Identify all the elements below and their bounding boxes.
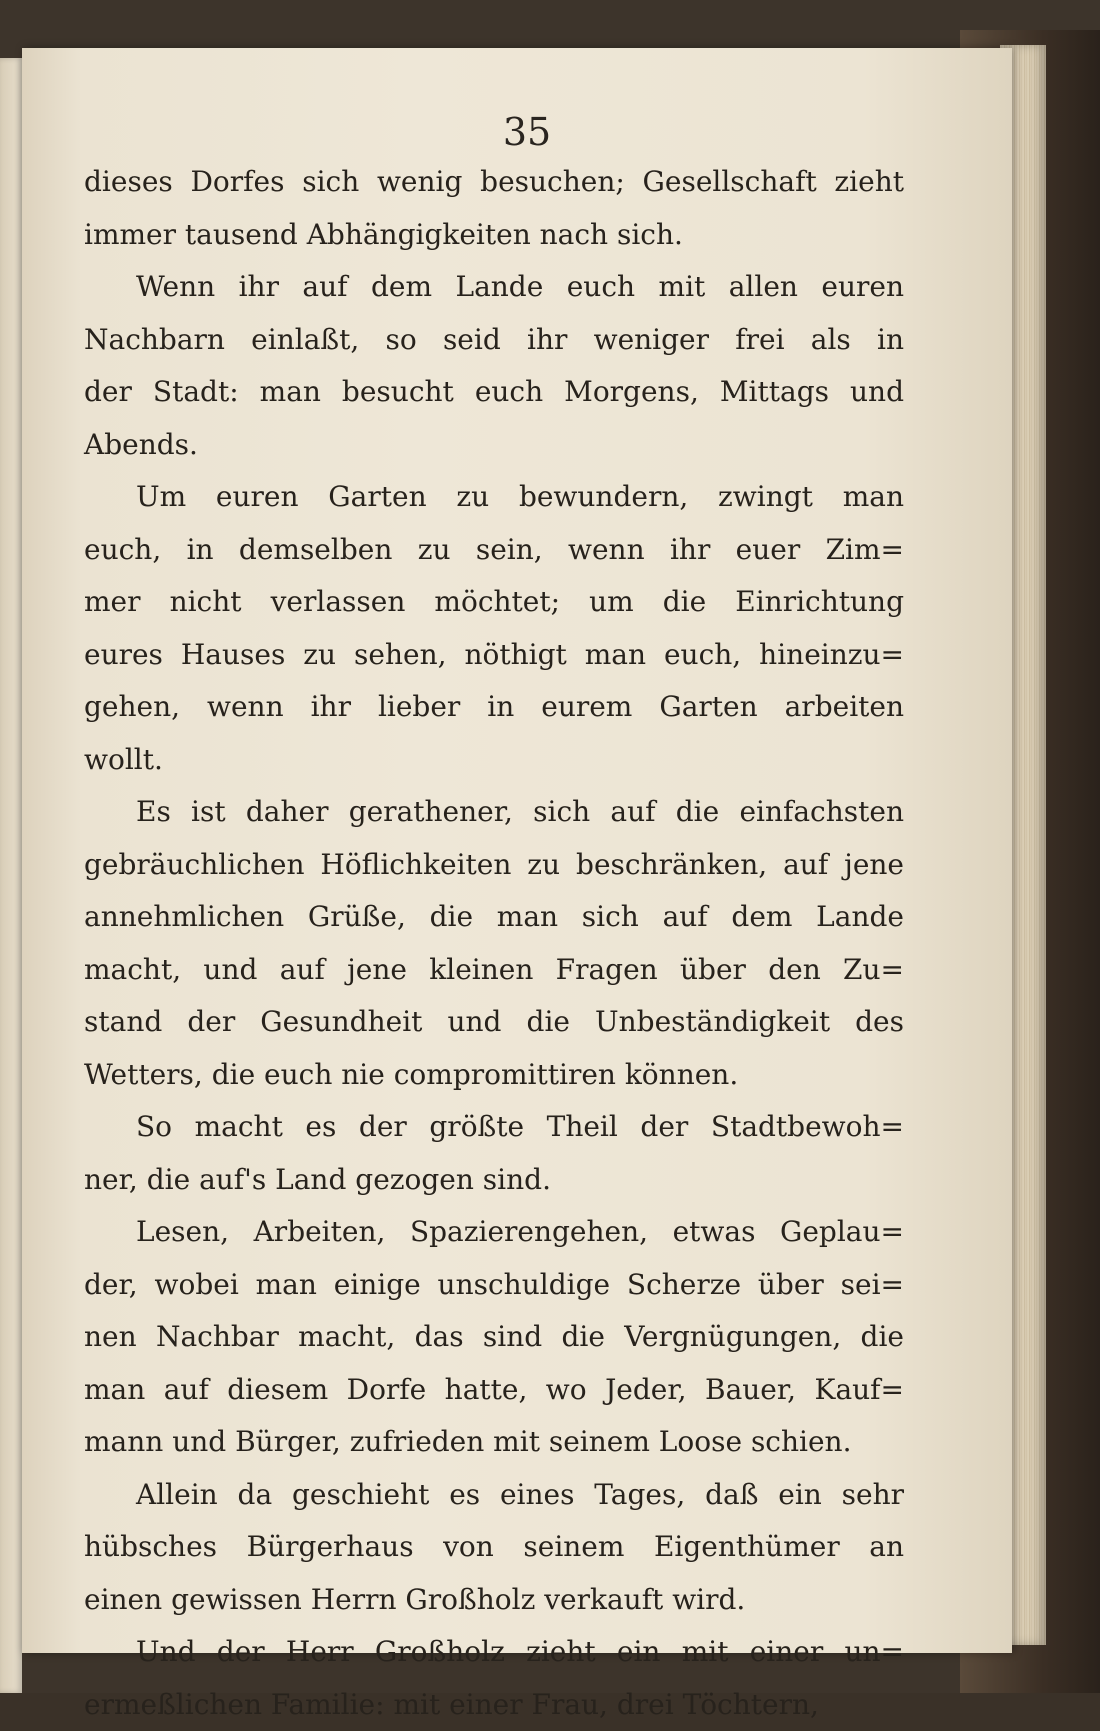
text-line: ermeßlichen Familie: mit einer Frau, drei Töchtern, — [84, 1679, 904, 1731]
text-line: wollt. — [84, 734, 904, 787]
book-page — [22, 48, 1012, 1653]
text-line: So macht es der größte Theil der Stadtbewoh= — [84, 1101, 904, 1154]
text-line: mer nicht verlassen möchtet; um die Einrichtung — [84, 576, 904, 629]
page-text — [84, 156, 904, 1731]
text-line: ner, die auf's Land gezogen sind. — [84, 1154, 904, 1207]
text-line: stand der Gesundheit und die Unbeständigkeit des — [84, 996, 904, 1049]
text-line: hübsches Bürgerhaus von seinem Eigenthümer an — [84, 1521, 904, 1574]
text-line: Nachbarn einlaßt, so seid ihr weniger frei als in — [84, 314, 904, 367]
text-line: man auf diesem Dorfe hatte, wo Jeder, Bauer, Kauf= — [84, 1364, 904, 1417]
text-line: der, wobei man einige unschuldige Scherze über sei= — [84, 1259, 904, 1312]
text-line: Um euren Garten zu bewundern, zwingt man — [84, 471, 904, 524]
text-line: Wetters, die euch nie compromittiren können. — [84, 1049, 904, 1102]
text-line: Lesen, Arbeiten, Spazierengehen, etwas Geplau= — [84, 1206, 904, 1259]
text-line: immer tausend Abhängigkeiten nach sich. — [84, 209, 904, 262]
text-line: dieses Dorfes sich wenig besuchen; Gesellschaft zieht — [84, 156, 904, 209]
text-line: eures Hauses zu sehen, nöthigt man euch, hineinzu= — [84, 629, 904, 682]
text-line: der Stadt: man besucht euch Morgens, Mittags und — [84, 366, 904, 419]
text-line: euch, in demselben zu sein, wenn ihr euer Zim= — [84, 524, 904, 577]
text-line: Allein da geschieht es eines Tages, daß ein sehr — [84, 1469, 904, 1522]
text-line: mann und Bürger, zufrieden mit seinem Loose schien. — [84, 1416, 904, 1469]
text-line: gebräuchlichen Höflichkeiten zu beschränken, auf jene — [84, 839, 904, 892]
text-line: Und der Herr Großholz zieht ein mit einer un= — [84, 1626, 904, 1679]
left-page-edge — [0, 58, 22, 1693]
text-line: Es ist daher gerathener, sich auf die einfachsten — [84, 786, 904, 839]
text-line: macht, und auf jene kleinen Fragen über den Zu= — [84, 944, 904, 997]
text-line: annehmlichen Grüße, die man sich auf dem Lande — [84, 891, 904, 944]
text-line: einen gewissen Herrn Großholz verkauft wird. — [84, 1574, 904, 1627]
text-line: gehen, wenn ihr lieber in eurem Garten arbeiten — [84, 681, 904, 734]
text-line: Abends. — [84, 419, 904, 472]
text-line: nen Nachbar macht, das sind die Vergnügungen, die — [84, 1311, 904, 1364]
page-number: 35 — [22, 110, 1012, 154]
text-line: Wenn ihr auf dem Lande euch mit allen euren — [84, 261, 904, 314]
